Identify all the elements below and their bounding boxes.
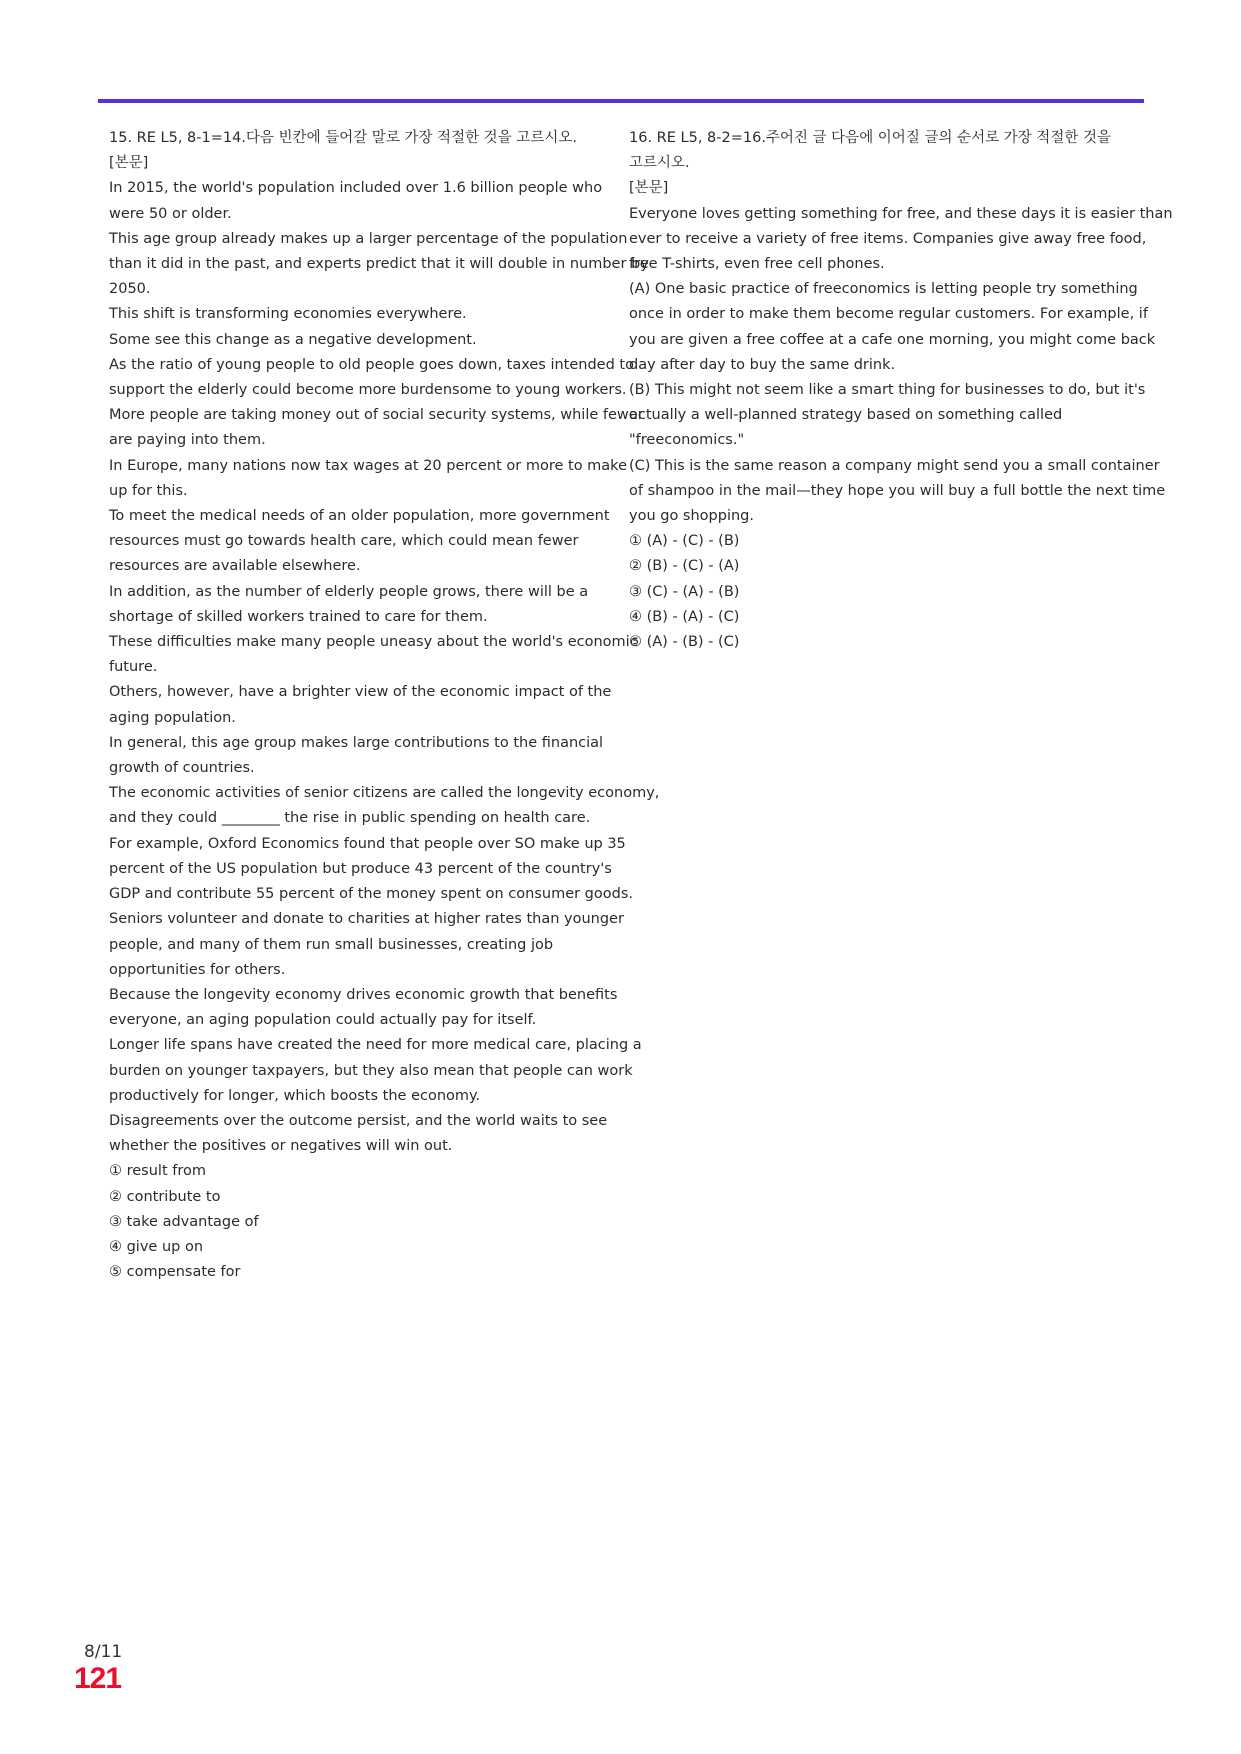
q15-line: This shift is transforming economies everywhere. xyxy=(109,306,467,323)
question-16 xyxy=(629,126,1173,655)
q16-line: 고르시오. xyxy=(629,155,690,172)
q15-line: were 50 or older. xyxy=(109,205,232,222)
q16-line: [본문] xyxy=(629,180,669,197)
question-15 xyxy=(109,126,660,1285)
q15-line: Seniors volunteer and donate to charities at higher rates than younger xyxy=(109,911,624,928)
q15-line: burden on younger taxpayers, but they also mean that people can work xyxy=(109,1062,633,1079)
q15-line: people, and many of them run small businesses, creating job xyxy=(109,936,554,953)
q16-line: day after day to buy the same drink. xyxy=(629,356,896,373)
q15-line: Because the longevity economy drives economic growth that benefits xyxy=(109,986,618,1003)
q16-choice-1: ① (A) - (C) - (B) xyxy=(629,533,740,550)
q16-line: 16. RE L5, 8-2=16.주어진 글 다음에 이어질 글의 순서로 가장 적절한 것을 xyxy=(629,130,1111,146)
q16-line: ever to receive a variety of free items. Companies give away free food, xyxy=(629,230,1147,247)
header-rule xyxy=(98,99,1144,103)
q15-line: aging population. xyxy=(109,709,236,726)
q16-line: "freeconomics." xyxy=(629,432,745,449)
q15-line: support the elderly could become more burdensome to young workers. xyxy=(109,382,627,399)
q15-line: For example, Oxford Economics found that people over SO make up 35 xyxy=(109,835,626,852)
q16-choice-2: ② (B) - (C) - (A) xyxy=(629,558,740,575)
q16-line: (B) This might not seem like a smart thing for businesses to do, but it's xyxy=(629,382,1146,399)
q15-line: Others, however, have a brighter view of the economic impact of the xyxy=(109,684,612,701)
q15-line: As the ratio of young people to old people goes down, taxes intended to xyxy=(109,356,634,373)
q15-line: percent of the US population but produce 43 percent of the country's xyxy=(109,860,612,877)
q16-line: Everyone loves getting something for free, and these days it is easier than xyxy=(629,205,1173,222)
q15-line: than it did in the past, and experts predict that it will double in number by xyxy=(109,256,649,273)
q15-line: resources must go towards health care, which could mean fewer xyxy=(109,533,579,550)
q15-line: 15. RE L5, 8-1=14.다음 빈칸에 들어갈 말로 가장 적절한 것을 고르시오. xyxy=(109,130,577,146)
q15-line: up for this. xyxy=(109,482,188,499)
q16-line: of shampoo in the mail—they hope you will buy a full bottle the next time xyxy=(629,482,1166,499)
q15-line: To meet the medical needs of an older population, more government xyxy=(109,508,610,525)
q15-line: These difficulties make many people uneasy about the world's economic xyxy=(109,634,638,651)
q15-line: Longer life spans have created the need for more medical care, placing a xyxy=(109,1037,642,1054)
q15-line: 2050. xyxy=(109,281,151,298)
q15-choice-5: ⑤ compensate for xyxy=(109,1264,241,1281)
q15-line: The economic activities of senior citizens are called the longevity economy, xyxy=(109,785,660,802)
q16-line: (C) This is the same reason a company might send you a small container xyxy=(629,457,1160,474)
q15-line: productively for longer, which boosts the economy. xyxy=(109,1087,481,1104)
q15-line: More people are taking money out of social security systems, while fewer xyxy=(109,407,644,424)
page-indicator: 8/11 xyxy=(84,1642,123,1662)
q15-line: [본문] xyxy=(109,155,149,172)
page-number: 121 xyxy=(74,1662,122,1695)
q15-line: This age group already makes up a larger percentage of the population xyxy=(109,230,628,247)
q15-line: whether the positives or negatives will win out. xyxy=(109,1138,453,1155)
q15-choice-4: ④ give up on xyxy=(109,1238,204,1255)
q15-line: In general, this age group makes large contributions to the financial xyxy=(109,734,604,751)
q15-line: In addition, as the number of elderly people grows, there will be a xyxy=(109,583,589,600)
q16-line: actually a well-planned strategy based on something called xyxy=(629,407,1063,424)
q16-choice-3: ③ (C) - (A) - (B) xyxy=(629,583,740,600)
q15-line: Disagreements over the outcome persist, and the world waits to see xyxy=(109,1112,608,1129)
q15-line: In Europe, many nations now tax wages at 20 percent or more to make xyxy=(109,457,627,474)
q15-line: growth of countries. xyxy=(109,760,255,777)
q15-line: Some see this change as a negative development. xyxy=(109,331,477,348)
q15-line: and they could ________ the rise in public spending on health care. xyxy=(109,810,591,827)
q15-choice-1: ① result from xyxy=(109,1163,206,1180)
q15-line: opportunities for others. xyxy=(109,961,286,978)
q15-choice-3: ③ take advantage of xyxy=(109,1213,259,1230)
q16-line: free T-shirts, even free cell phones. xyxy=(629,256,885,273)
q15-line: are paying into them. xyxy=(109,432,266,449)
q16-line: you go shopping. xyxy=(629,508,754,525)
q15-line: future. xyxy=(109,659,158,676)
q16-line: (A) One basic practice of freeconomics is letting people try something xyxy=(629,281,1138,298)
q16-choice-4: ④ (B) - (A) - (C) xyxy=(629,608,740,625)
q15-line: In 2015, the world's population included over 1.6 billion people who xyxy=(109,180,603,197)
q15-choice-2: ② contribute to xyxy=(109,1188,221,1205)
q16-line: once in order to make them become regular customers. For example, if xyxy=(629,306,1148,323)
q15-line: everyone, an aging population could actually pay for itself. xyxy=(109,1012,537,1029)
q15-line: resources are available elsewhere. xyxy=(109,558,361,575)
q16-line: you are given a free coffee at a cafe one morning, you might come back xyxy=(629,331,1156,348)
q16-choice-5: ⑤ (A) - (B) - (C) xyxy=(629,634,740,651)
q15-line: GDP and contribute 55 percent of the money spent on consumer goods. xyxy=(109,886,633,903)
q15-line: shortage of skilled workers trained to care for them. xyxy=(109,608,488,625)
